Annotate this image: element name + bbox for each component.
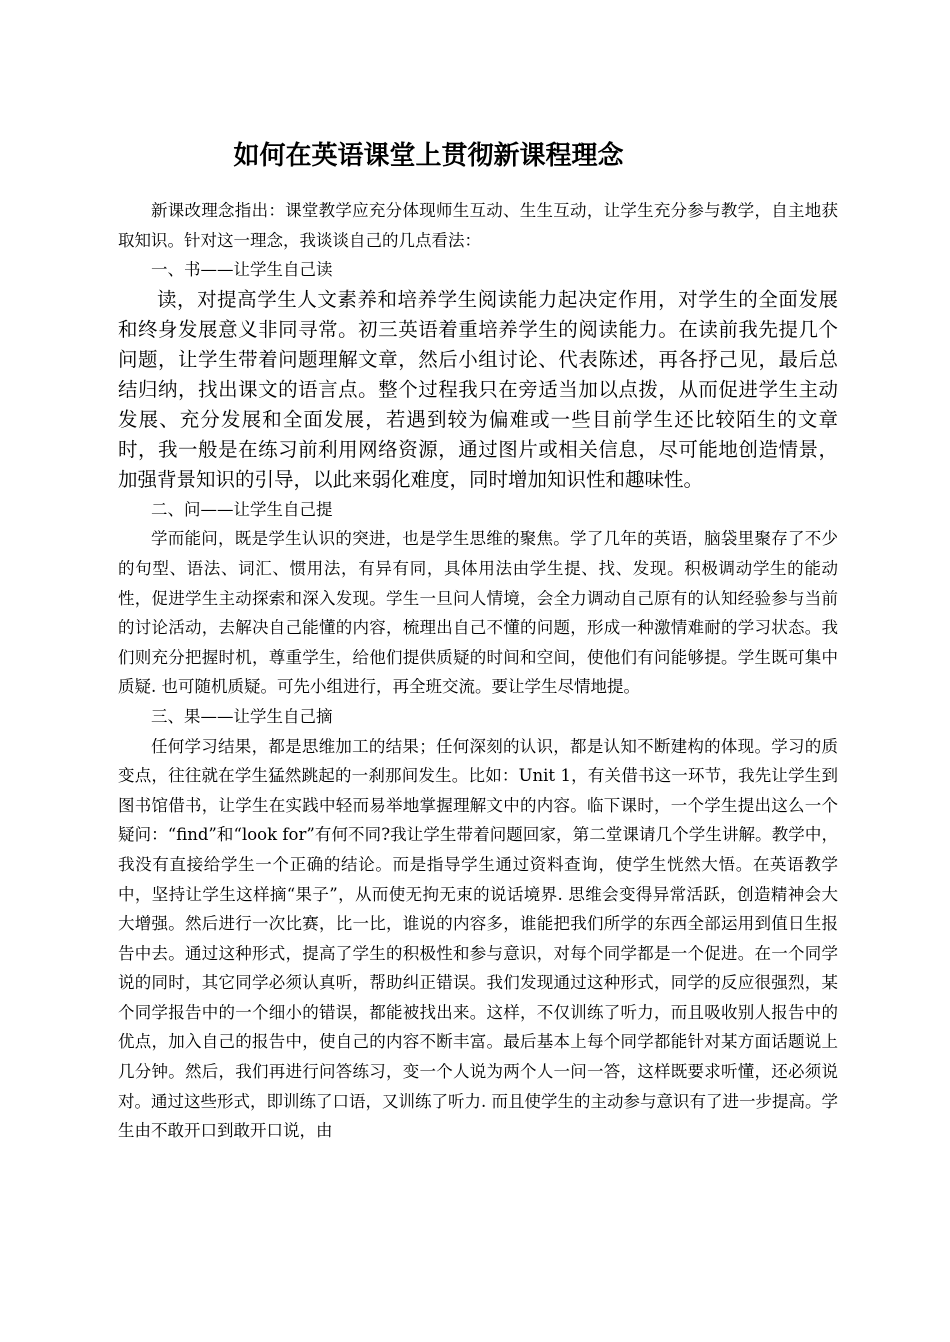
- section-2-heading: 二、问——让学生自己提: [151, 499, 333, 519]
- section-2-paragraph: 学而能问，既是学生认识的突进，也是学生思维的聚焦。学了几年的英语，脑袋里聚存了不少的句型、语法、词汇、惯用法，有异有同，具体用法由学生提、找、发现。积极调动学生的能动性，促进学生主动探索和深入发现。学生一旦问人情境，会全力调动自己原有的认知经验参与当前的讨论活动，去解决自己能懂的内容，梳理出自己不懂的问题，形成一种激情难耐的学习状态。我们则充分把握时机，尊重学生，给他们提供质疑的时间和空间，使他们有问能够提。学生既可集中质疑. 也可随机质疑。可先小组进行，再全班交流。要让学生尽情地提。: [118, 529, 838, 697]
- section-3-heading: 三、果——让学生自己摘: [151, 706, 333, 726]
- intro-paragraph: 新课改理念指出：课堂教学应充分体现师生互动、生生互动，让学生充分参与教学，自主地获取知识。针对这一理念，我谈谈自己的几点看法：: [118, 201, 838, 250]
- document-title: 如何在英语课堂上贯彻新课程理念: [233, 141, 624, 171]
- section-1-paragraph: 读，对提高学生人文素养和培养学生阅读能力起决定作用，对学生的全面发展和终身发展意义非同寻常。初三英语着重培养学生的阅读能力。在读前我先提几个问题，让学生带着问题理解文章，然后小组讨论、代表陈述，再各抒己见，最后总结归纳，找出课文的语言点。整个过程我只在旁适当加以点拨，从而促进学生主动发展、充分发展和全面发展，若遇到较为偏难或一些目前学生还比较陌生的文章时，我一般是在练习前利用网络资源，通过图片或相关信息，尽可能地创造情景，加强背景知识的引导，以此来弱化难度，同时增加知识性和趣味性。: [118, 287, 838, 491]
- section-1-heading: 一、书——让学生自己读: [151, 260, 333, 280]
- section-3-paragraph: 任何学习结果，都是思维加工的结果；任何深刻的认识，都是认知不断建构的体现。学习的质变点，往往就在学生猛然跳起的一刹那间发生。比如：Unit 1，有关借书这一环节，我先让学生到图书馆借书，让学生在实践中轻而易举地掌握理解文中的内容。临下课时，一个学生提出这么一个疑问：“find”和“look for”有何不同?我让学生带着问题回家，第二堂课请几个学生讲解。教学中，我没有直接给学生一个正确的结论。而是指导学生通过资料查询，使学生恍然大悟。在英语教学中，坚持让学生这样摘“果子”，从而使无拘无束的说话境界. 思维会变得异常活跃，创造精神会大大增强。然后进行一次比赛，比一比，谁说的内容多，谁能把我们所学的东西全部运用到值日生报告中去。通过这种形式，提高了学生的积极性和参与意识，对每个同学都是一个促进。在一个同学说的同时，其它同学必须认真听，帮助纠正错误。我们发现通过这种形式，同学的反应很强烈，某个同学报告中的一个细小的错误，都能被找出来。这样，不仅训练了听力，而且吸收别人报告中的优点，加入自己的报告中，使自己的内容不断丰富。最后基本上每个同学都能针对某方面话题说上几分钟。然后，我们再进行问答练习，变一个人说为两个人一问一答，这样既要求听懂，还必须说对。通过这些形式，即训练了口语，又训练了听力. 而且使学生的主动参与意识有了进一步提高。学生由不敢开口到敢开口说，由: [118, 736, 838, 1141]
- document-body: [118, 196, 838, 1146]
